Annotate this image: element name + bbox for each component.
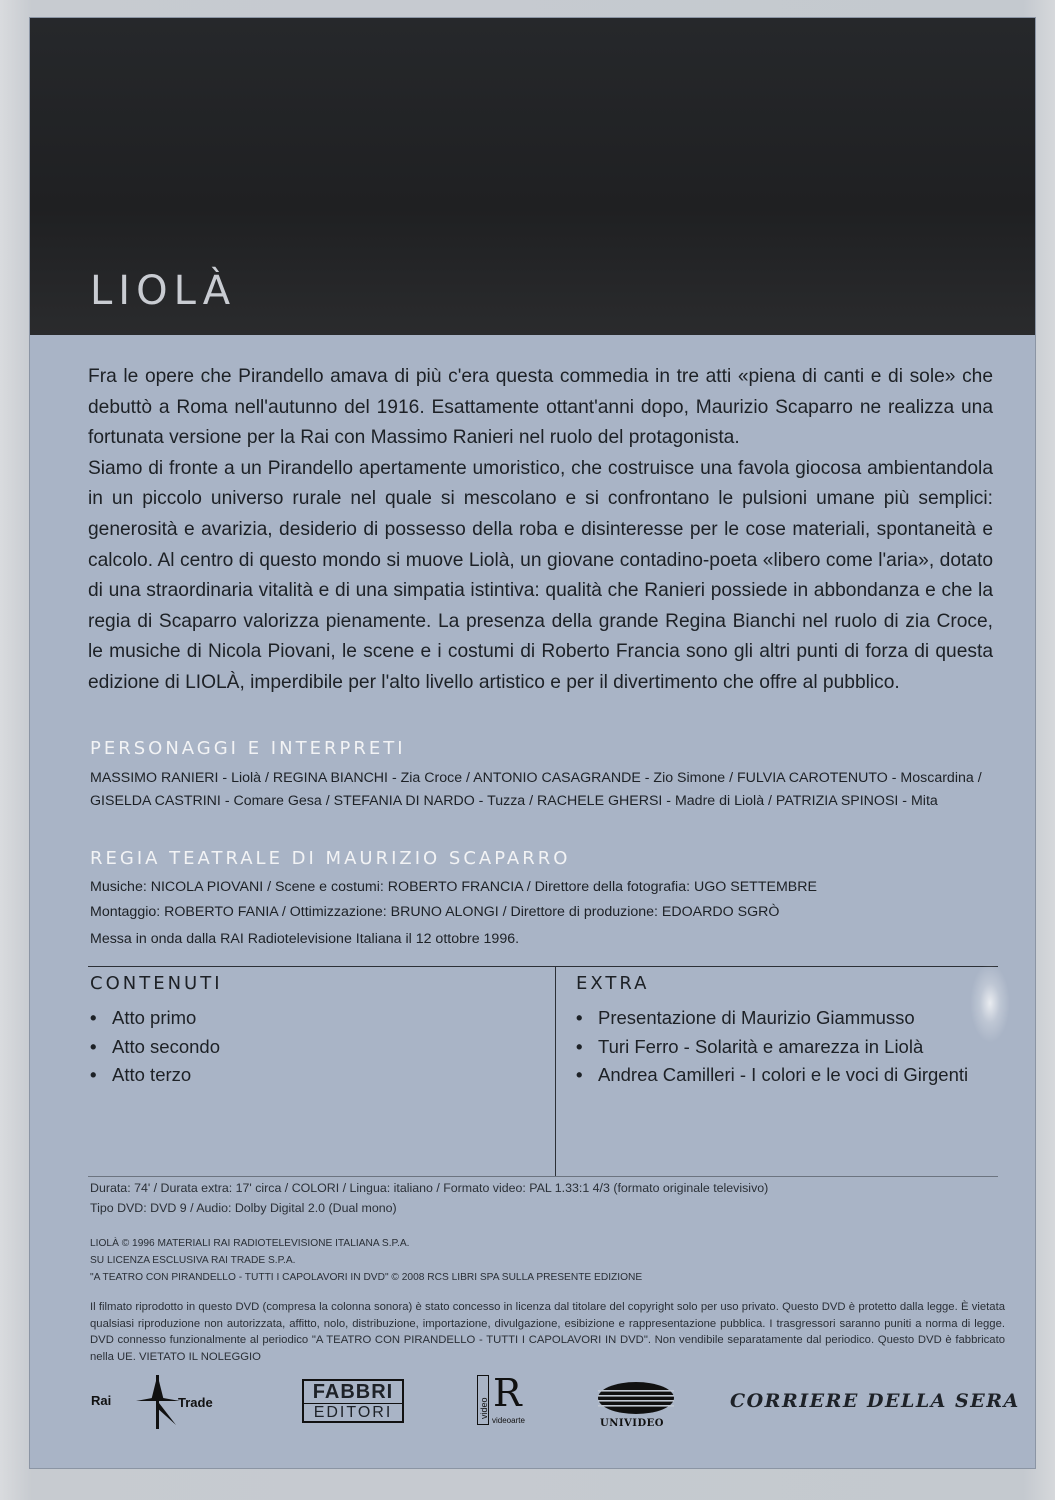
- contents-heading: CONTENUTI: [90, 973, 223, 994]
- contents-divider-bottom: [88, 1176, 998, 1177]
- extra-item: • Andrea Camilleri - I colori e le voci di Girgenti: [576, 1061, 968, 1090]
- bullet-icon: •: [576, 1035, 583, 1057]
- synopsis-paragraph-2: Siamo di fronte a un Pirandello apertamente umoristico, che costruisce una favola giocosa ambientandola in un piccolo universo rurale nel quale si mescolano e si confrontano le pulsioni umane più semplici: generosità e avarizia, desiderio di possesso della roba e disinteresse per le cose materiali, spontaneità e calcolo. Al centro di questo mondo si muove Liolà, un giovane contadino-poeta «libero come l'aria», dotato di una straordinaria vitalità e di una simpatia istintiva: qualità che Ranieri possiede in abbondanza e che la regia di Scaparro valorizza pienamente. La presenza della grande Regina Bianchi nel ruolo di zia Croce, le musiche di Nicola Piovani, le scene e i costumi di Roberto Francia sono gli altri punti di forza di questa edizione di LIOLÀ, imperdibile per l'alto livello artistico e per il divertimento che offre al pubblico.: [88, 457, 993, 693]
- bullet-icon: •: [576, 1007, 583, 1028]
- videoarte-r-icon: R: [493, 1371, 522, 1415]
- synopsis-paragraph-1: Fra le opere che Pirandello amava di più c'era questa commedia in tre atti «piena di canti e di sole» che debuttò a Roma nell'autunno del 1916. Esattamente ottant'anni dopo, Maurizio Scaparro ne realizza una fortunata versione per la Rai con Massimo Ranieri nel ruolo del protagonista.: [88, 366, 993, 449]
- univideo-globe-icon: [596, 1381, 676, 1415]
- broadcast-note: Messa in onda dalla RAI Radiotelevisione Italiana il 12 ottobre 1996.: [90, 931, 520, 947]
- title-band: [30, 18, 1035, 335]
- contents-item: • Atto primo: [90, 1004, 220, 1033]
- plastic-glare: [970, 963, 1010, 1043]
- credits-line-1: Musiche: NICOLA PIOVANI / Scene e costumi: ROBERTO FRANCIA / Direttore della fotografia: UGO SETTEMBRE: [90, 879, 817, 895]
- copyright-line-2: SU LICENZA ESCLUSIVA RAI TRADE S.P.A.: [90, 1255, 296, 1266]
- extra-heading: EXTRA: [576, 973, 650, 994]
- publisher-logos: [30, 1363, 1035, 1443]
- copyright-line-1: LIOLÀ © 1996 MATERIALI RAI RADIOTELEVISIONE ITALIANA S.P.A.: [90, 1238, 410, 1249]
- synopsis: [88, 362, 993, 699]
- cast-list: MASSIMO RANIERI - Liolà / REGINA BIANCHI - Zia Croce / ANTONIO CASAGRANDE - Zio Simone / FULVIA CAROTENUTO - Moscardina / GISELDA CASTRINI - Comare Gesa / STEFANIA DI NARDO - Tuzza / RACHELE GHERSI - Madre di Liolà / PATRIZIA SPINOSI - Mita: [90, 770, 982, 809]
- cover-title: LIOLÀ: [90, 268, 237, 314]
- fabbri-editori-logo: FABBRI EDITORI: [302, 1379, 404, 1423]
- dvd-back-cover: [30, 18, 1035, 1468]
- copyright-line-3: "A TEATRO CON PIRANDELLO - TUTTI I CAPOLAVORI IN DVD" © 2008 RCS LIBRI SPA SULLA PRESENTE EDIZIONE: [90, 1272, 643, 1283]
- corriere-della-sera-logo: CORRIERE DELLA SERA: [730, 1390, 1020, 1412]
- extra-item: • Turi Ferro - Solarità e amarezza in Liolà: [576, 1033, 968, 1062]
- direction-heading: REGIA TEATRALE DI MAURIZIO SCAPARRO: [90, 848, 571, 869]
- tech-specs-line-1: Durata: 74' / Durata extra: 17' circa / COLORI / Lingua: italiano / Formato video: PAL 1.33:1 4/3 (formato originale televisivo): [90, 1181, 769, 1195]
- rai-trade-logo: [88, 1363, 238, 1437]
- contents-item: • Atto terzo: [90, 1061, 220, 1090]
- bullet-icon: •: [90, 1007, 97, 1028]
- legal-notice: Il filmato riprodotto in questo DVD (compresa la colonna sonora) è stato concesso in licenza dal titolare del copyright solo per uso privato. Questo DVD è protetto dalla legge. È vietata qualsiasi riproduzione non autorizzata, affitto, nolo, distribuzione, importazione, divulgazione, esibizione e rappresentazione pubblica. I trasgressori saranno puniti a norma di legge. DVD connesso funzionalmente al periodico "A TEATRO CON PIRANDELLO - TUTTI I CAPOLAVORI IN DVD". Non vendibile separatamente dal periodico. Questo DVD è fabbricato nella UE. VIETATO IL NOLEGGIO: [90, 1301, 1005, 1363]
- univideo-logo: UNIVIDEO: [596, 1381, 676, 1431]
- extra-item: • Presentazione di Maurizio Giammusso: [576, 1004, 968, 1033]
- bullet-icon: •: [90, 1035, 97, 1057]
- credits-line-2: Montaggio: ROBERTO FANIA / Ottimizzazione: BRUNO ALONGI / Direttore di produzione: EDOARDO SGRÒ: [90, 904, 780, 920]
- trade-word: Trade: [178, 1395, 213, 1410]
- bullet-icon: •: [576, 1064, 583, 1085]
- cast-heading: PERSONAGGI E INTERPRETI: [90, 738, 406, 759]
- bullet-icon: •: [90, 1064, 97, 1085]
- contents-divider-top: [88, 966, 998, 967]
- contents-item: • Atto secondo: [90, 1033, 220, 1062]
- contents-divider-middle: [555, 966, 556, 1176]
- rai-word: Rai: [91, 1393, 112, 1408]
- videoarte-logo: video R videoarte: [479, 1371, 525, 1425]
- extra-list: [576, 1004, 968, 1090]
- tech-specs-line-2: Tipo DVD: DVD 9 / Audio: Dolby Digital 2.0 (Dual mono): [90, 1201, 397, 1215]
- contents-list: [90, 1004, 220, 1090]
